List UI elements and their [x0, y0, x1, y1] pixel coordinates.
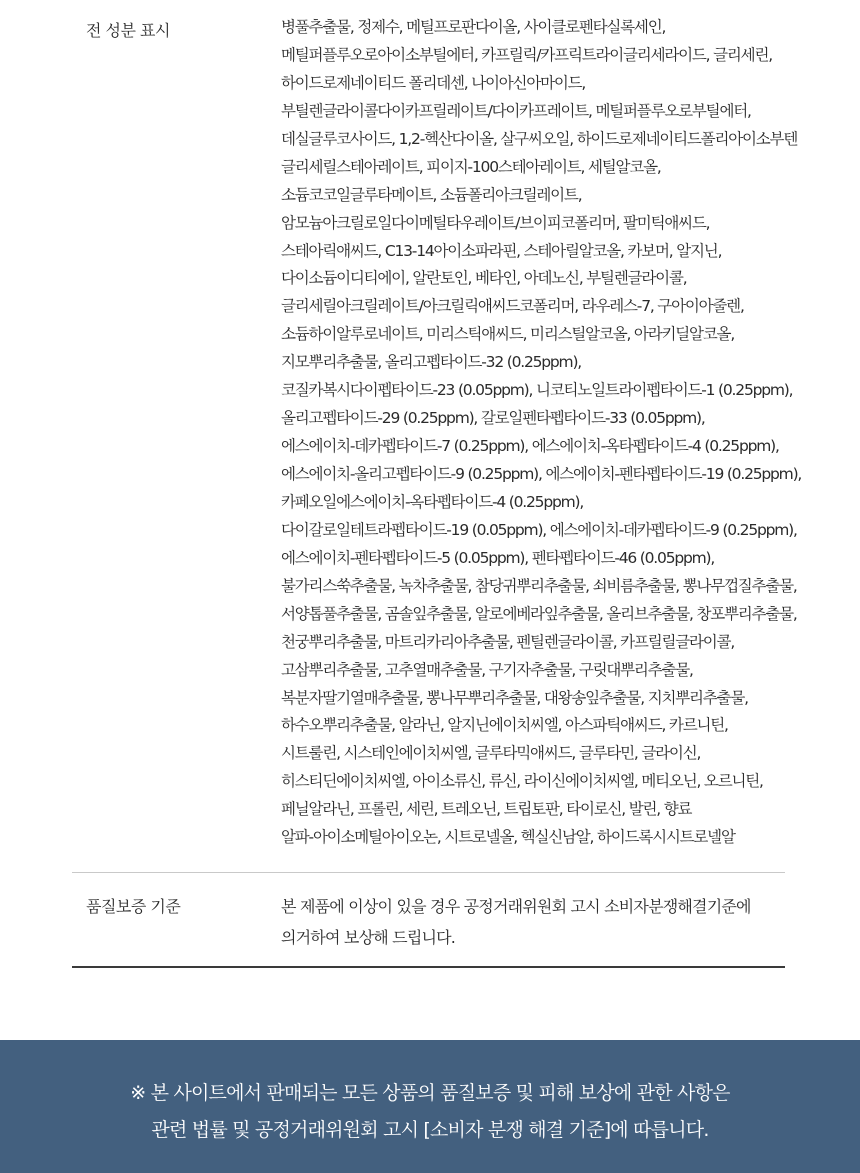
ingredients-line: 서양톱풀추출물, 곰솔잎추출물, 알로에베라잎추출물, 올리브추출물, 창포뿌리추출물, — [281, 604, 797, 623]
ingredients-line: 메틸퍼플루오로아이소부틸에터, 카프릴릭/카프릭트라이글리세라이드, 글리세린, — [281, 45, 772, 64]
ingredients-line: 에스에이치-데카펩타이드-7 (0.25ppm), 에스에이치-옥타펩타이드-4 (0.25ppm), — [281, 437, 779, 456]
ingredients-list — [281, 0, 802, 852]
quality-assurance-row — [72, 873, 785, 968]
notice-line: 관련 법률 및 공정거래위원회 고시 [소비자 분쟁 해결 기준]에 따릅니다. — [151, 1119, 709, 1141]
ingredients-line: 코질카복시다이펩타이드-23 (0.05ppm), 니코티노일트라이펩타이드-1 (0.25ppm), — [281, 381, 793, 400]
quality-assurance-line: 의거하여 보상해 드립니다. — [281, 928, 456, 947]
ingredients-line: 복분자딸기열매추출물, 뽕나무뿌리추출물, 대왕송잎추출물, 지치뿌리추출물, — [281, 688, 748, 707]
ingredients-line: 스테아릭애씨드, C13-14아이소파라핀, 스테아릴알코올, 카보머, 알지닌, — [281, 241, 722, 260]
ingredients-line: 다이갈로일테트라펩타이드-19 (0.05ppm), 에스에이치-데카펩타이드-9 (0.25ppm), — [281, 520, 797, 539]
ingredients-line: 소듐하이알루로네이트, 미리스틱애씨드, 미리스틸알코올, 아라키딜알코올, — [281, 325, 735, 344]
ingredients-line: 하이드로제네이티드 폴리데센, 나이아신아마이드, — [281, 73, 586, 92]
ingredients-line: 암모늄아크릴로일다이메틸타우레이트/브이피코폴리머, 팔미틱애씨드, — [281, 213, 710, 232]
ingredients-line: 불가리스쑥추출물, 녹차추출물, 참당귀뿌리추출물, 쇠비름추출물, 뽕나무껍질추출물, — [281, 576, 797, 595]
ingredients-label: 전 성분 표시 — [86, 21, 170, 40]
ingredients-line: 고삼뿌리추출물, 고추열매추출물, 구기자추출물, 구릿대뿌리추출물, — [281, 660, 693, 679]
quality-assurance-line: 본 제품에 이상이 있을 경우 공정거래위원회 고시 소비자분쟁해결기준에 — [281, 897, 751, 916]
product-info-table — [72, 0, 802, 968]
ingredients-line: 에스에이치-올리고펩타이드-9 (0.25ppm), 에스에이치-펜타펩타이드-19 (0.25ppm), — [281, 465, 802, 483]
quality-assurance-text — [281, 873, 785, 953]
ingredients-line: 에스에이치-펜타펩타이드-5 (0.05ppm), 펜타펩타이드-46 (0.05ppm), — [281, 548, 715, 567]
quality-assurance-label: 품질보증 기준 — [86, 897, 181, 916]
ingredients-line: 부틸렌글라이콜다이카프릴레이트/다이카프레이트, 메틸퍼플루오로부틸에터, — [281, 101, 751, 120]
ingredients-line: 천궁뿌리추출물, 마트리카리아추출물, 펜틸렌글라이콜, 카프릴릴글라이콜, — [281, 632, 735, 651]
ingredients-line: 올리고펩타이드-29 (0.25ppm), 갈로일펜타펩타이드-33 (0.05ppm), — [281, 409, 705, 428]
ingredients-line: 다이소듐이디티에이, 알란토인, 베타인, 아데노신, 부틸렌글라이콜, — [281, 269, 687, 288]
ingredients-line: 히스티딘에이치씨엘, 아이소류신, 류신, 라이신에이치씨엘, 메티오닌, 오르니틴, — [281, 772, 763, 791]
ingredients-line: 페닐알라닌, 프롤린, 세린, 트레오닌, 트립토판, 타이로신, 발린, 향료 — [281, 800, 692, 819]
ingredients-line: 지모뿌리추출물, 올리고펩타이드-32 (0.25ppm), — [281, 353, 582, 372]
ingredients-line: 소듐코코일글루타메이트, 소듐폴리아크릴레이트, — [281, 185, 582, 204]
ingredients-line: 하수오뿌리추출물, 알라닌, 알지닌에이치씨엘, 아스파틱애씨드, 카르니틴, — [281, 716, 728, 735]
ingredients-line: 알파-아이소메틸아이오논, 시트로넬올, 헥실신남알, 하이드록시시트로넬알 — [281, 828, 735, 847]
ingredients-line: 카페오일에스에이치-옥타펩타이드-4 (0.25ppm), — [281, 492, 584, 511]
ingredients-line: 데실글루코사이드, 1,2-헥산다이올, 살구씨오일, 하이드로제네이티드폴리아이소부텐 — [281, 129, 798, 148]
ingredients-row — [72, 0, 802, 873]
ingredients-line: 글리세릴아크릴레이트/아크릴릭애씨드코폴리머, 라우레스-7, 구아이아줄렌, — [281, 297, 744, 316]
ingredients-line: 병풀추출물, 정제수, 메틸프로판다이올, 사이클로펜타실록세인, — [281, 18, 666, 36]
notice-line: ※ 본 사이트에서 판매되는 모든 상품의 품질보증 및 피해 보상에 관한 사항은 — [130, 1082, 730, 1104]
notice-banner — [0, 1040, 860, 1173]
ingredients-line: 글리세릴스테아레이트, 피이지-100스테아레이트, 세틸알코올, — [281, 157, 661, 176]
ingredients-line: 시트룰린, 시스테인에이치씨엘, 글루타믹애씨드, 글루타민, 글라이신, — [281, 744, 701, 763]
